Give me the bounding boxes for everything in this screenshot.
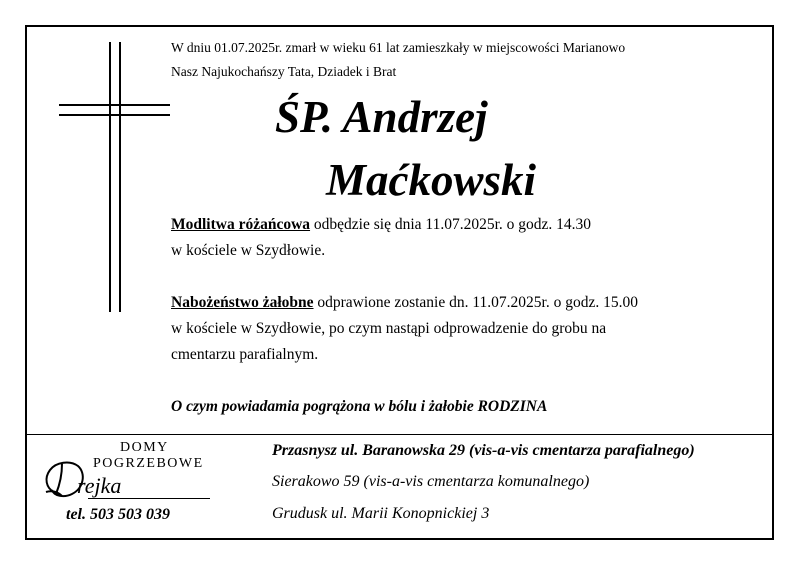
phone-number: tel. 503 503 039 [66,506,170,523]
cross-horizontal-bottom [59,114,170,116]
cross-vertical-left [109,42,111,312]
footer-divider [27,434,772,435]
cross-horizontal-top [59,104,170,106]
logo-text-drejka: rejka [77,473,122,498]
intro-line-2: Nasz Najukochańszy Tata, Dziadek i Brat [171,64,397,79]
logo-text-pogrzebowe: POGRZEBOWE [93,456,204,471]
rosary-line-2: w kościele w Szydłowie. [171,242,326,259]
funeral-home-logo [40,440,220,502]
service-text: odprawione zostanie dn. 11.07.2025r. o godz. 15.00 [313,294,638,311]
service-line-3: cmentarzu parafialnym. [171,346,319,363]
logo-text-domy: DOMY [120,440,169,455]
deceased-name-line-2: Maćkowski [326,155,537,205]
rosary-text: odbędzie się dnia 11.07.2025r. o godz. 14.30 [310,216,592,233]
address-sierakowo: Sierakowo 59 (vis-a-vis cmentarza komunalnego) [272,473,590,490]
address-przasnysz: Przasnysz ul. Baranowska 29 (vis-a-vis cmentarza parafialnego) [272,442,695,459]
closing-line: O czym powiadamia pogrążona w bólu i żałobie RODZINA [171,398,548,415]
service-line-2: w kościele w Szydłowie, po czym nastąpi odprowadzenie do grobu na [171,320,607,337]
address-grudusk: Grudusk ul. Marii Konopnickiej 3 [272,505,490,522]
service-line-1 [171,294,638,312]
rosary-line-1 [171,216,591,234]
rosary-label: Modlitwa różańcowa [171,216,311,233]
service-label: Nabożeństwo żałobne [171,294,314,311]
cross-vertical-right [119,42,121,312]
logo-underline [88,498,210,499]
deceased-name-line-1: ŚP. Andrzej [275,92,488,142]
intro-line-1: W dniu 01.07.2025r. zmarł w wieku 61 lat zamieszkały w miejscowości Marianowo [171,40,626,55]
